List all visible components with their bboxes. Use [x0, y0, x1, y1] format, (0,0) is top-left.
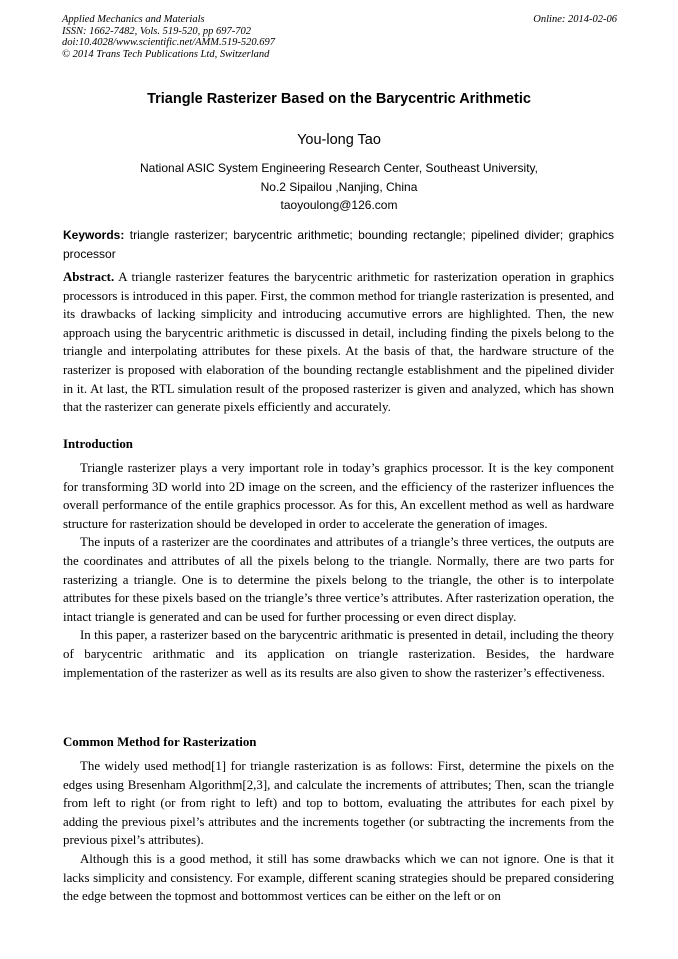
- keywords-label: Keywords:: [63, 228, 125, 242]
- paragraph: The widely used method[1] for triangle rasterization is as follows: First, determine the pixels on the edges using Bresenham Algorithm[2,3], and calculate the increments of attributes; Then, scan the triangle from left to right (or from right to left) and top to bottom, evaluating the attributes for each pixel by adding the previous pixel’s attributes and the increments together (or subtracting the increments from the previous pixel’s attributes).: [63, 759, 614, 848]
- common-method-body: [63, 757, 614, 906]
- doi-line: doi:10.4028/www.scientific.net/AMM.519-520.697: [62, 37, 275, 49]
- copyright-line: © 2014 Trans Tech Publications Ltd, Switzerland: [62, 48, 270, 60]
- issn-line: ISSN: 1662-7482, Vols. 519-520, pp 697-702: [62, 25, 251, 37]
- journal-header: [62, 14, 617, 60]
- paragraph: The inputs of a rasterizer are the coordinates and attributes of a triangle’s three vertices, the outputs are the coordinates and attributes of all the pixels belong to the triangle. Normally, there are two parts for rasterizing a triangle. One is to determine the pixels belong to the triangle, the other is to interpolate attributes for these pixels based on the triangle’s three vertice’s attributes. After rasterization operation, the intact triangle is generated and can be used for further processing or even direct display.: [63, 535, 614, 624]
- abstract: [63, 268, 614, 417]
- keywords: [63, 226, 614, 263]
- paper-title: Triangle Rasterizer Based on the Barycentric Arithmetic: [147, 91, 531, 107]
- author-email: taoyoulong@126.com: [280, 198, 398, 213]
- online-date: Online: 2014-02-06: [533, 14, 617, 25]
- journal-name: Applied Mechanics and Materials: [62, 14, 205, 25]
- abstract-text: A triangle rasterizer features the barycentric arithmetic for rasterization operation in graphics processors is introduced in this paper. First, the common method for triangle rasterization is presented, and its drawbacks of lacking simplicity and introducing accumutive errors are highlighted. Then, the new approach using the barycentric arithmetic is discussed in detail, including finding the pixels belong to the triangle and interpolating attributes for these pixels. At the basis of that, the hardware structure of the rasterizer is proposed with elaboration of the bounding rectangle establishment and the pipelined divider in it. At last, the RTL simulation result of the proposed rasterizer is given and analyzed, which has shown that the rasterizer can generate pixels efficiently and accurately.: [63, 270, 614, 415]
- author-name: You-long Tao: [297, 132, 381, 148]
- affiliation: [0, 159, 678, 215]
- affiliation-line-1: National ASIC System Engineering Research Center, Southeast University,: [140, 161, 538, 175]
- paragraph: In this paper, a rasterizer based on the barycentric arithmatic is presented in detail, including the theory of barycentric arithmatic and its application on triangle rasterization. Besides, the hardware implementation of the rasterizer as well as its results are also given to show the rasterizer’s effectiveness.: [63, 628, 614, 680]
- paragraph: Triangle rasterizer plays a very important role in today’s graphics processor. It is the key component for transforming 3D world into 2D image on the screen, and the efficiency of the rasterizer influences the overall performance of the entile graphics processor. As for this, An excellent method as well as hardware structure for rasterization should be developed in order to accelerate the generation of images.: [63, 461, 614, 531]
- paragraph: Although this is a good method, it still has some drawbacks which we can not ignore. One is that it lacks simplicity and consistency. For example, different scaning strategies should be prepared considering the edge between the topmost and bottommost vertices can be either on the left or on: [63, 851, 614, 904]
- keywords-text: triangle rasterizer; barycentric arithmetic; bounding rectangle; pipelined divider; graphics processor: [63, 228, 614, 261]
- introduction-body: [63, 459, 614, 682]
- section-heading-introduction: Introduction: [63, 437, 133, 451]
- abstract-label: Abstract.: [63, 270, 115, 284]
- affiliation-line-2: No.2 Sipailou ,Nanjing, China: [260, 179, 418, 194]
- section-heading-common-method: Common Method for Rasterization: [63, 735, 257, 749]
